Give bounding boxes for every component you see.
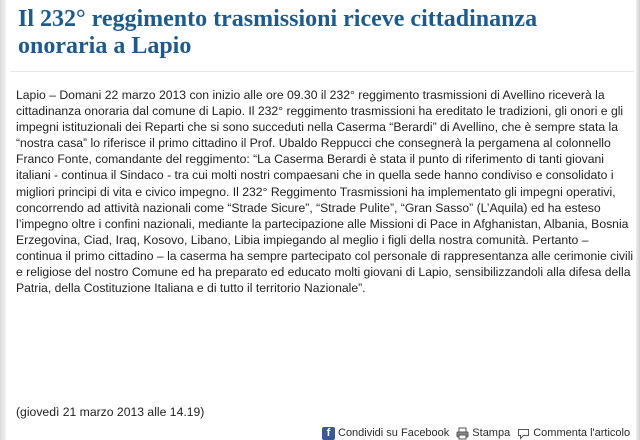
window-frame-right [636,0,640,440]
facebook-icon: f [322,427,335,440]
window-frame-left [0,0,6,440]
article-title: Il 232° reggimento trasmissioni riceve cittadinanza onoraria a Lapio [18,6,538,59]
article-body: Lapio – Domani 22 marzo 2013 con inizio alle ore 09.30 il 232° reggimento trasmissioni di Avellino riceverà la cittadinanza onoraria dal comune di Lapio. Il 232° reggimento trasmissioni ha ereditato le tradizioni, gli onori e gli impegni istituzionali dei Reparti che si sono succeduti nella Caserma “Berardi” di Avellino, che è sempre stata la “nostra casa” lo riferisce il primo cittadino il Prof. Ubaldo Reppucci che consegnerà la pergamena al colonnello Franco Fonte, comandante del reggimento: “La Caserma Berardi è stata il punto di riferimento di tanti giovani italiani - continua il Sindaco - tra cui molti nostri compaesani che in quella sede hanno condiviso e consolidato i migliori principi di vita e civico impegno. Il 232° Reggimento Trasmissioni ha implementato gli impegni operativi, concorrendo ad attività nazionali come “Strade Sicure”, “Strade Pulite”, “Gran Sasso” (L’Aquila) ed ha esteso l’impegno oltre i confini nazionali, mediante la partecipazione alle Missioni di Pace in Afghanistan, Albania, Bosnia Erzegovina, Ciad, Iraq, Kosovo, Libano, Libia impiegando al meglio i figli della nostra comunità. Pertanto – continua il primo cittadino – la caserma ha sempre partecipato col personale di rappresentanza alle cerimonie civili e religiose del nostro Comune ed ha preparato ed educato molti giovani di Lapio, sensibilizzandoli alla difesa della Patria, della Costituzione Italiana e di tutto il territorio Nazionale”. [16,88,634,296]
print-link[interactable] [456,427,510,440]
share-facebook-link[interactable] [322,427,449,440]
share-facebook-label: Condividi su Facebook [338,427,450,439]
comment-icon [517,427,530,440]
article-date: (giovedì 21 marzo 2013 alle 14.19) [16,405,205,419]
printer-icon [456,427,469,440]
title-divider [10,71,634,72]
comment-link[interactable] [517,427,630,440]
article-actions [322,426,637,440]
comment-label: Commenta l'articolo [533,427,631,439]
print-label: Stampa [472,427,511,439]
